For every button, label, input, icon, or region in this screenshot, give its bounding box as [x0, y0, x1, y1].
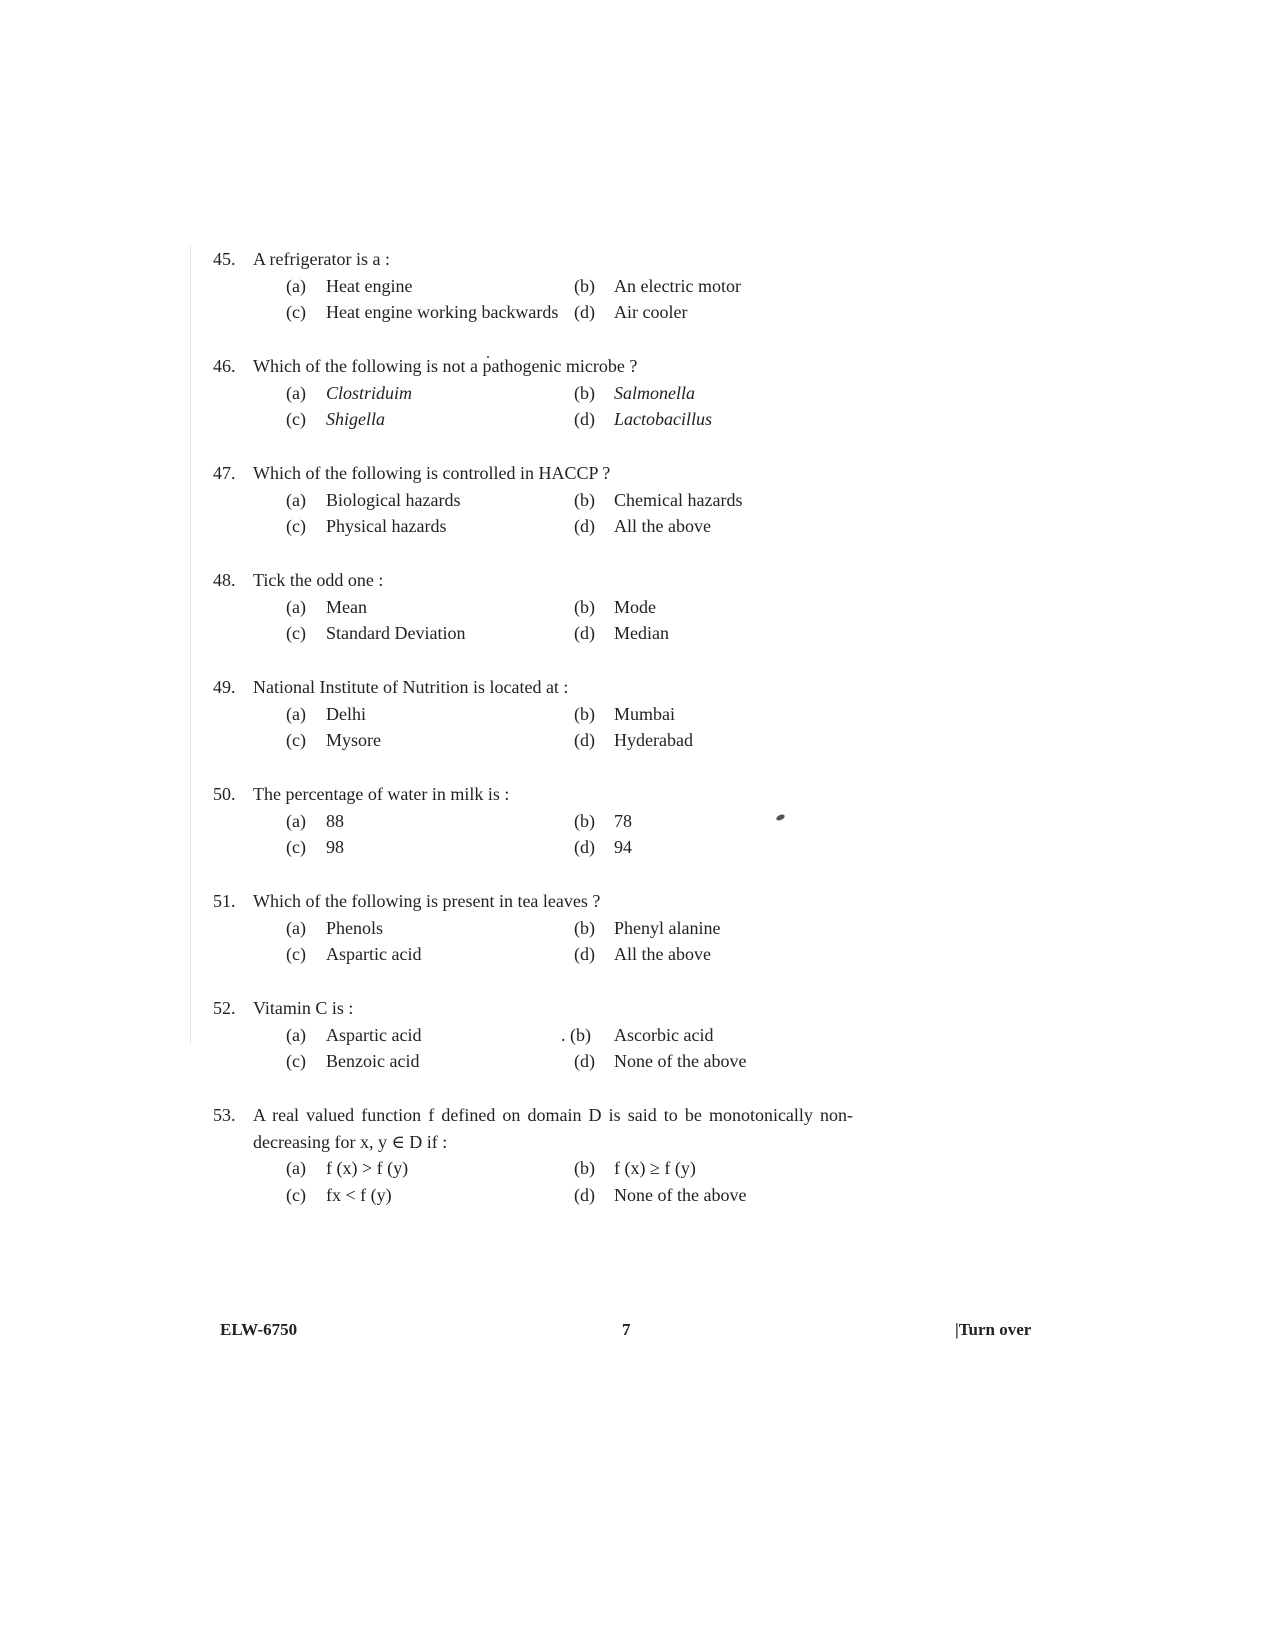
option-text: Aspartic acid: [326, 1024, 422, 1045]
question-stem: [213, 1102, 853, 1155]
option-b: [574, 808, 632, 835]
option-text: Phenols: [326, 917, 384, 938]
option-d: [574, 1048, 746, 1075]
option-label: (c): [286, 623, 306, 643]
question-52: [213, 995, 853, 1075]
question-number: 48.: [213, 570, 236, 590]
question-stem: [213, 567, 853, 594]
option-a: [286, 808, 344, 835]
option-a: [286, 1155, 408, 1182]
option-text: Heat engine working backwards: [326, 302, 559, 322]
option-text: f (x) ≥ f (y): [614, 1158, 696, 1178]
option-a: [286, 915, 383, 942]
option-label: (c): [286, 409, 306, 429]
option-label: (a): [286, 1024, 306, 1045]
option-text: Air cooler: [614, 302, 688, 322]
option-label: (c): [286, 730, 306, 750]
question-text: Tick the odd one :: [253, 570, 384, 590]
question-50: [213, 781, 853, 861]
option-text: Mysore: [326, 730, 381, 750]
options-row: [213, 941, 853, 968]
option-label: (d): [574, 623, 595, 643]
options-row: [213, 594, 853, 621]
option-label: (c): [286, 1051, 306, 1071]
options-row: [213, 406, 853, 433]
option-text: All the above: [614, 944, 711, 964]
option-c: [286, 1182, 392, 1209]
option-label: (a): [286, 596, 306, 617]
question-45: [213, 246, 853, 326]
option-label: (b): [574, 596, 595, 617]
option-label: (a): [286, 703, 306, 724]
option-label: (c): [286, 944, 306, 964]
option-label: (b): [574, 1158, 595, 1178]
question-stem: [213, 995, 853, 1022]
question-text: A refrigerator is a :: [253, 249, 390, 269]
option-c: [286, 406, 385, 433]
option-label: (d): [574, 302, 595, 322]
option-d: [574, 299, 687, 326]
option-text: Lactobacillus: [614, 409, 712, 429]
question-stem: [213, 674, 853, 701]
option-text: Median: [614, 623, 669, 643]
question-stem: [213, 353, 853, 380]
option-label: (a): [286, 489, 306, 510]
option-b: [574, 273, 741, 300]
option-label: (c): [286, 837, 306, 857]
option-text: Heat engine: [326, 275, 413, 296]
question-49: [213, 674, 853, 754]
option-a: [286, 273, 412, 300]
option-text: Physical hazards: [326, 516, 447, 536]
question-number: 52.: [213, 998, 236, 1018]
turn-over-label: |Turn over: [955, 1320, 1032, 1339]
option-label: (b): [574, 917, 595, 938]
options-row: [213, 620, 853, 647]
option-c: [286, 727, 381, 754]
question-stem: [213, 460, 853, 487]
option-d: [574, 727, 693, 754]
option-label: (a): [286, 810, 306, 831]
option-d: [574, 1182, 746, 1209]
question-48: [213, 567, 853, 647]
option-text: Clostriduim: [326, 382, 413, 403]
option-text: Mumbai: [614, 703, 675, 724]
question-text: Which of the following is controlled in HACCP ?: [253, 463, 611, 483]
option-text: Salmonella: [614, 382, 695, 403]
option-c: [286, 834, 344, 861]
paper-code: ELW-6750: [220, 1320, 298, 1339]
option-label: (b): [574, 489, 595, 510]
option-text: Mode: [614, 596, 656, 617]
option-text: 94: [614, 837, 632, 857]
question-stem: [213, 888, 853, 915]
option-label: (a): [286, 1158, 306, 1178]
option-b: [574, 701, 675, 728]
option-text: Phenyl alanine: [614, 917, 721, 938]
option-label: (a): [286, 917, 306, 938]
option-b: [574, 487, 742, 514]
option-text: Chemical hazards: [614, 489, 743, 510]
option-a: [286, 701, 366, 728]
question-number: 46.: [213, 356, 236, 376]
options-row: [213, 808, 853, 835]
options-row: [213, 1022, 853, 1049]
question-text: Which of the following is present in tea leaves ?: [253, 891, 601, 911]
option-text: 88: [326, 810, 344, 831]
option-label: (d): [574, 1184, 595, 1205]
question-stem: [213, 781, 853, 808]
option-text: All the above: [614, 516, 711, 536]
option-text: Benzoic acid: [326, 1051, 420, 1071]
option-text: None of the above: [614, 1051, 747, 1071]
option-label: (b): [574, 810, 595, 831]
question-47: [213, 460, 853, 540]
option-label: (d): [574, 1051, 595, 1071]
question-53: [213, 1102, 853, 1208]
option-text: An electric motor: [614, 275, 741, 296]
option-label: (c): [286, 302, 306, 322]
option-text: 78: [614, 810, 632, 831]
option-c: [286, 299, 558, 326]
option-text: f (x) > f (y): [326, 1158, 409, 1178]
options-row: [213, 834, 853, 861]
option-a: [286, 594, 367, 621]
option-label: (d): [574, 730, 595, 750]
options-row: [213, 701, 853, 728]
option-b: [574, 594, 656, 621]
option-c: [286, 620, 465, 647]
option-c: [286, 1048, 419, 1075]
question-text: The percentage of water in milk is :: [253, 784, 510, 804]
options-row: [213, 487, 853, 514]
page-number: 7: [622, 1320, 631, 1339]
question-text: Vitamin C is :: [253, 998, 354, 1018]
option-b: [574, 1155, 696, 1182]
question-number: 45.: [213, 249, 236, 269]
scan-margin-line: [190, 245, 191, 1045]
option-c: [286, 513, 446, 540]
options-row: [213, 915, 853, 942]
option-a: [286, 1022, 421, 1049]
option-text: Mean: [326, 596, 367, 617]
option-label: . (b): [561, 1024, 591, 1045]
option-d: [574, 406, 712, 433]
option-text: fx < f (y): [326, 1184, 392, 1205]
options-row: [213, 273, 853, 300]
question-51: [213, 888, 853, 968]
question-number: 47.: [213, 463, 236, 483]
option-label: (d): [574, 837, 595, 857]
question-number: 50.: [213, 784, 236, 804]
option-b: [574, 380, 695, 407]
options-row: [213, 727, 853, 754]
option-label: (a): [286, 275, 306, 296]
options-row: [213, 1048, 853, 1075]
option-text: Shigella: [326, 409, 385, 429]
option-d: [574, 834, 632, 861]
question-text: Which of the following is not a pathogenic microbe ?: [253, 356, 638, 376]
option-label: (d): [574, 409, 595, 429]
option-text: Biological hazards: [326, 489, 461, 510]
option-label: (c): [286, 516, 306, 536]
option-label: (b): [574, 275, 595, 296]
option-text: Hyderabad: [614, 730, 693, 750]
option-a: [286, 487, 460, 514]
option-text: Ascorbic acid: [614, 1024, 714, 1045]
options-row: [213, 299, 853, 326]
question-stem: [213, 246, 853, 273]
option-label: (c): [286, 1184, 306, 1205]
option-a: [286, 380, 412, 407]
option-label: (b): [574, 703, 595, 724]
option-text: Aspartic acid: [326, 944, 422, 964]
options-row: [213, 513, 853, 540]
option-label: (d): [574, 516, 595, 536]
question-46: [213, 353, 853, 433]
option-text: 98: [326, 837, 344, 857]
option-text: Standard Deviation: [326, 623, 466, 643]
option-d: [574, 620, 669, 647]
question-number: 49.: [213, 677, 236, 697]
option-text: None of the above: [614, 1184, 747, 1205]
options-row: [213, 380, 853, 407]
options-row: [213, 1182, 853, 1209]
question-number: 51.: [213, 891, 236, 911]
option-text: Delhi: [326, 703, 366, 724]
option-label: (b): [574, 382, 595, 403]
option-c: [286, 941, 421, 968]
option-label: (d): [574, 944, 595, 964]
options-row: [213, 1155, 853, 1182]
question-number: 53.: [213, 1105, 236, 1125]
question-text: National Institute of Nutrition is located at :: [253, 677, 569, 697]
option-b: [561, 1022, 713, 1049]
question-text: A real valued function f defined on domain D is said to be monotonically non-decreasing for x, y ∈ D if :: [253, 1105, 853, 1152]
option-label: (a): [286, 382, 306, 403]
option-b: [574, 915, 720, 942]
option-d: [574, 941, 711, 968]
option-d: [574, 513, 711, 540]
